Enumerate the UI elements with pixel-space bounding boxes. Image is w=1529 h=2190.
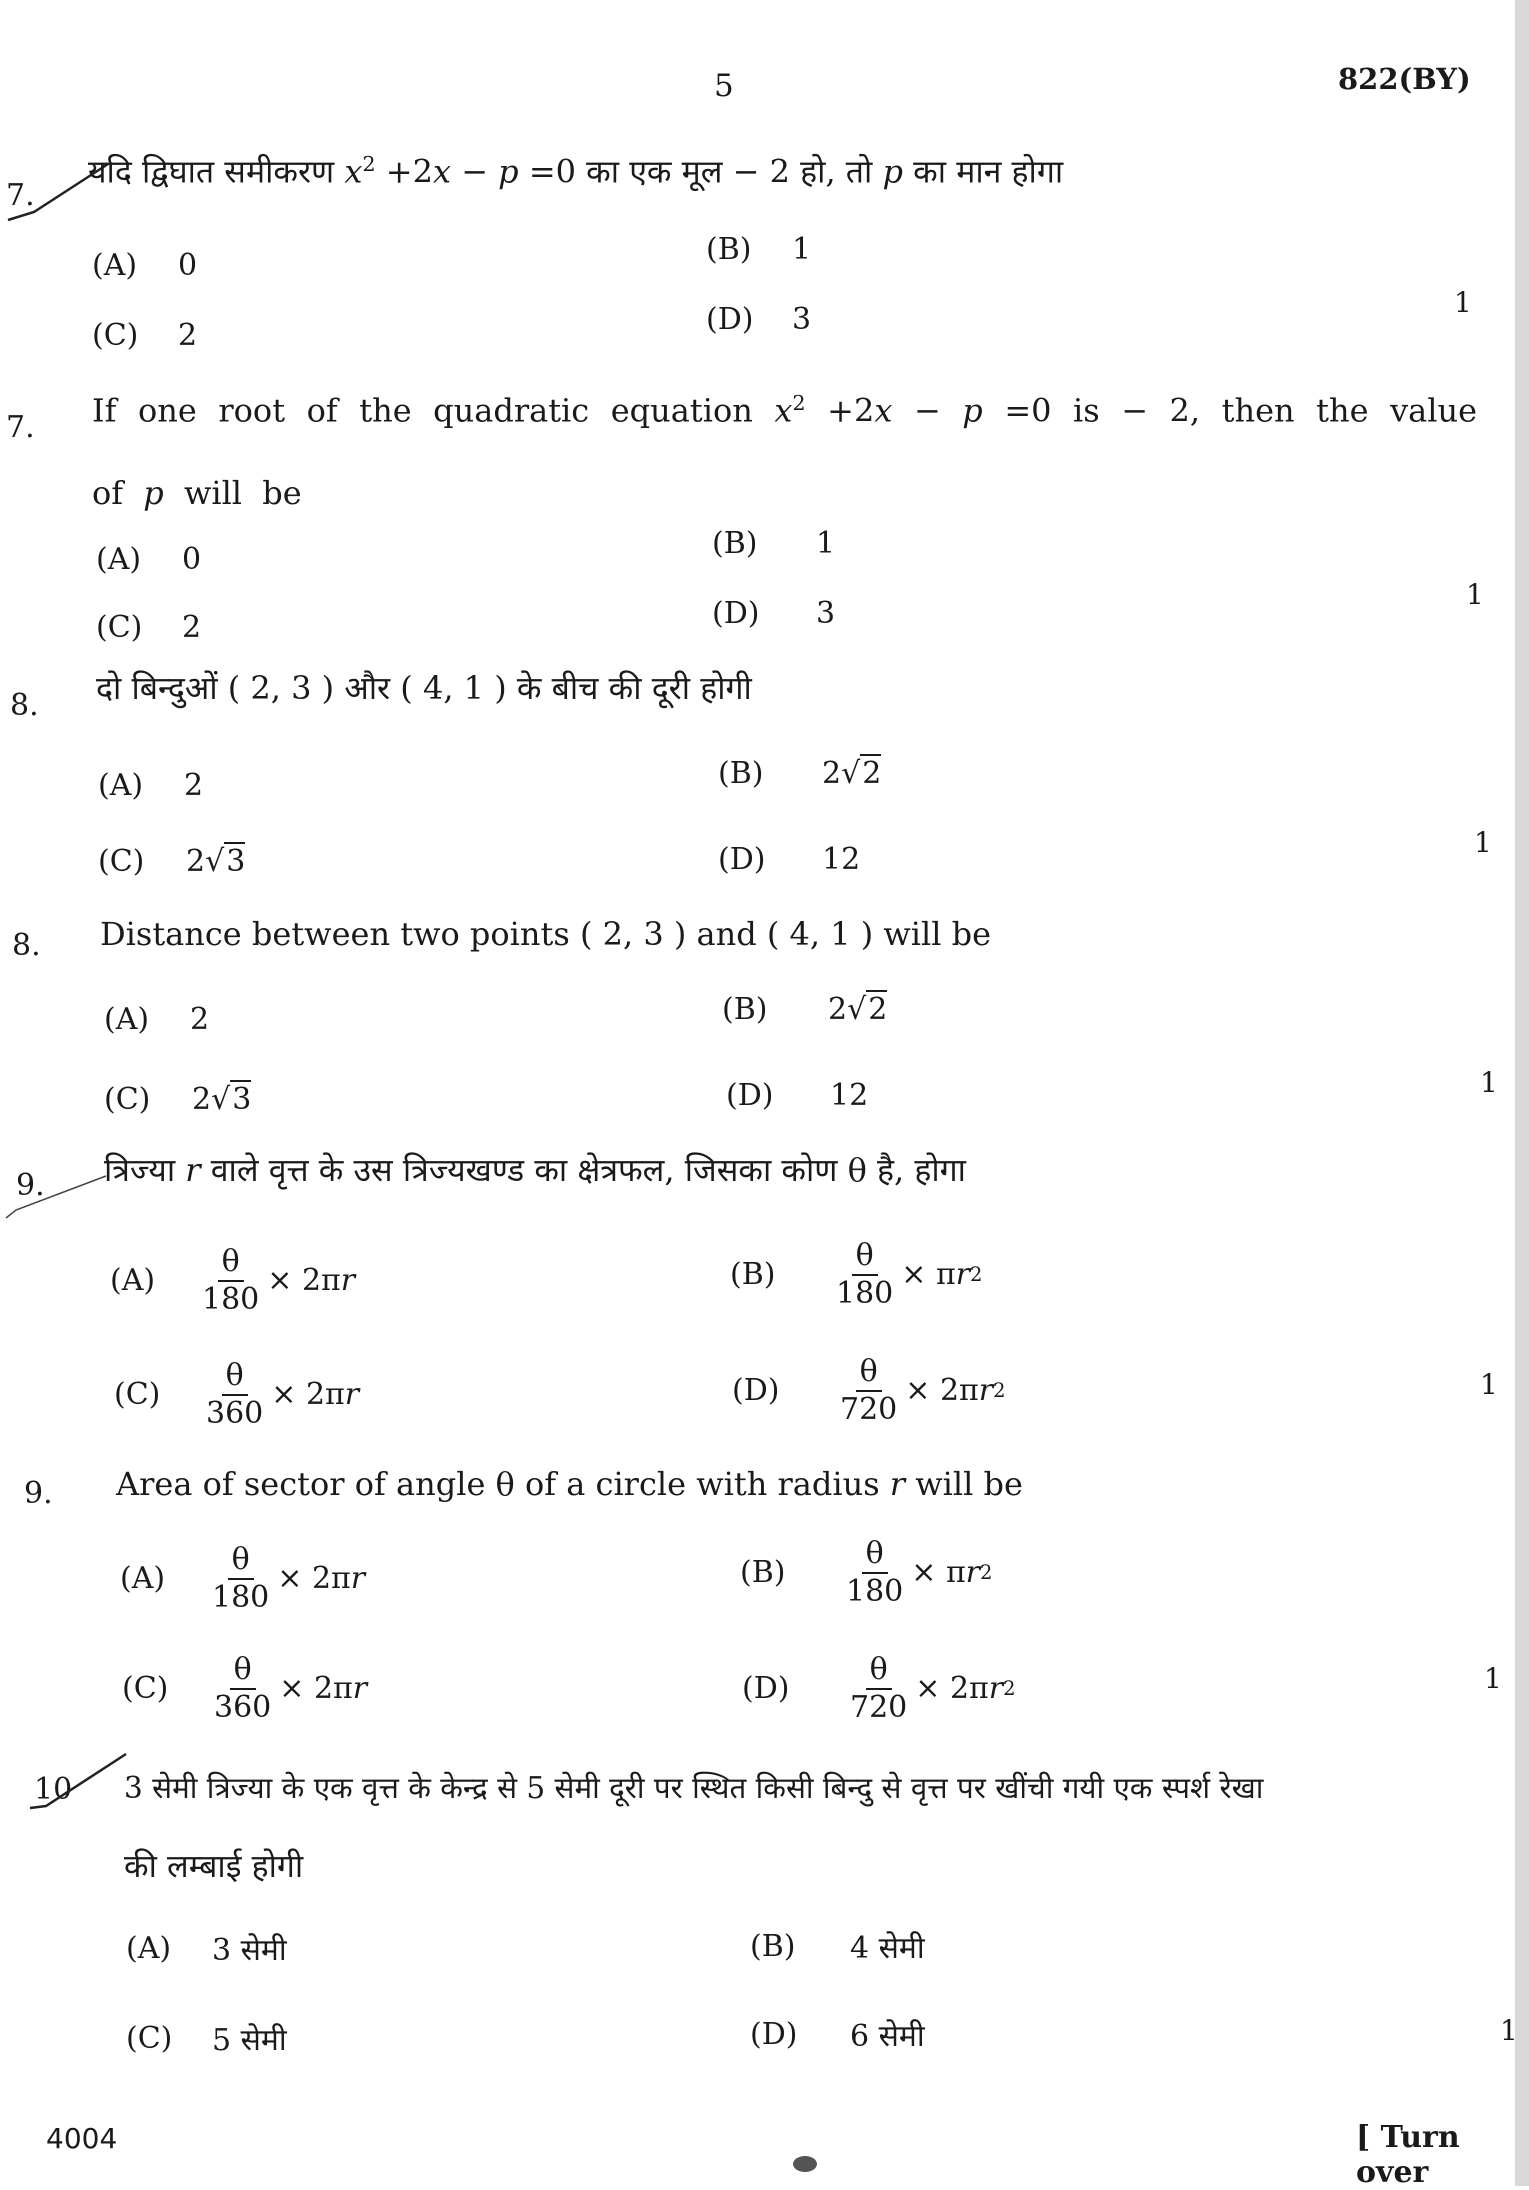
option-d[interactable]: (D) $\frac{\theta}{720}$ × 2π r 2 [732,1354,1006,1427]
fraction: $\frac{\theta}{720}$ [840,1354,898,1427]
option-a[interactable]: (A) 0 [92,248,198,283]
option-a[interactable]: (A) 2 [104,1002,210,1037]
fraction: $\frac{\theta}{180}$ [202,1244,260,1317]
question-number: 10 [34,1772,73,1807]
fraction: $\frac{\theta}{180}$ [836,1238,894,1311]
fraction: $\frac{\theta}{720}$ [850,1652,908,1725]
option-c[interactable]: (C) 2 [92,318,198,353]
option-d[interactable]: (D) 12 [726,1078,869,1113]
option-a[interactable]: (A) 3 सेमी [126,1931,287,1968]
option-b[interactable]: (B) 1 [706,232,812,267]
option-b[interactable]: (B) 2√2 [722,992,888,1027]
question-text-line1: 3 सेमी त्रिज्या के एक वृत्त के केन्द्र से 5 सेमी दूरी पर स्थित किसी बिन्दु से वृत्त पर खींची गयी एक स्पर्श रेखा [124,1771,1264,1805]
question-text: त्रिज्या r वाले वृत्त के उस त्रिज्यखण्ड का क्षेत्रफल, जिसका कोण θ है, होगा [104,1151,966,1189]
footer-code: 4004 [46,2122,118,2155]
option-a[interactable]: (A) 0 [96,542,202,577]
marks: 1 [1480,1066,1498,1099]
fraction: $\frac{\theta}{360}$ [214,1652,272,1725]
option-d[interactable]: (D) 6 सेमी [750,2017,925,2054]
fraction: $\frac{\theta}{360}$ [206,1358,264,1431]
option-c[interactable]: (C) 2 [96,610,202,645]
option-d[interactable]: (D) $\frac{\theta}{720}$ × 2π r 2 [742,1652,1016,1725]
marks: 1 [1484,1662,1502,1695]
option-d[interactable]: (D) 12 [718,842,861,877]
option-c[interactable]: (C) 2√3 [98,844,246,879]
marks: 1 [1480,1368,1498,1401]
option-c[interactable]: (C) 5 सेमी [126,2021,287,2058]
ink-blot [790,2150,820,2174]
option-b[interactable]: (B) 1 [712,526,836,561]
question-number: 7. [6,410,35,445]
marks: 1 [1454,286,1472,319]
question-text: Distance between two points ( 2, 3 ) and ( 4, 1 ) will be [100,915,992,953]
question-number: 7. [6,178,35,213]
fraction: $\frac{\theta}{180}$ [212,1542,270,1615]
question-number: 9. [16,1168,45,1203]
question-text-line2: की लम्बाई होगी [124,1847,304,1885]
turn-over-label: [ Turn over [1356,2120,1460,2190]
option-c[interactable]: (C) $\frac{\theta}{360}$ × 2π r [114,1358,360,1431]
question-text: दो बिन्दुओं ( 2, 3 ) और ( 4, 1 ) के बीच की दूरी होगी [96,669,752,707]
pen-tick-mark [26,1748,136,1818]
question-number: 9. [24,1476,53,1511]
option-d[interactable]: (D) 3 [712,596,836,631]
pen-tick-mark [2,1168,112,1228]
page-number: 5 [714,68,734,104]
scrollbar[interactable] [1515,0,1529,2186]
option-a[interactable]: (A) $\frac{\theta}{180}$ × 2π r [120,1542,366,1615]
option-b[interactable]: (B) 4 सेमी [750,1929,925,1966]
option-a[interactable]: (A) $\frac{\theta}{180}$ × 2π r [110,1244,356,1317]
paper-code: 822(BY) [1338,62,1471,96]
option-a[interactable]: (A) 2 [98,768,204,803]
marks: 1 [1500,2014,1518,2047]
option-c[interactable]: (C) 2√3 [104,1082,252,1117]
option-d[interactable]: (D) 3 [706,302,812,337]
question-number: 8. [12,928,41,963]
question-text: Area of sector of angle θ of a circle with radius r will be [116,1465,1023,1503]
question-number: 8. [10,688,39,723]
option-b[interactable]: (B) $\frac{\theta}{180}$ × π r 2 [730,1238,983,1311]
marks: 1 [1466,578,1484,611]
fraction: $\frac{\theta}{180}$ [846,1536,904,1609]
question-text: If one root of the quadratic equation $x^2 +2x - p =0$ is − 2, then the value of p will be [92,391,1478,512]
option-c[interactable]: (C) $\frac{\theta}{360}$ × 2π r [122,1652,368,1725]
option-b[interactable]: (B) 2√2 [718,756,882,791]
marks: 1 [1474,826,1492,859]
option-b[interactable]: (B) $\frac{\theta}{180}$ × π r 2 [740,1536,993,1609]
question-text: यदि द्विघात समीकरण $x^2 +2x - p =0$ का एक मूल − 2 हो, तो p का मान होगा [88,152,1064,191]
